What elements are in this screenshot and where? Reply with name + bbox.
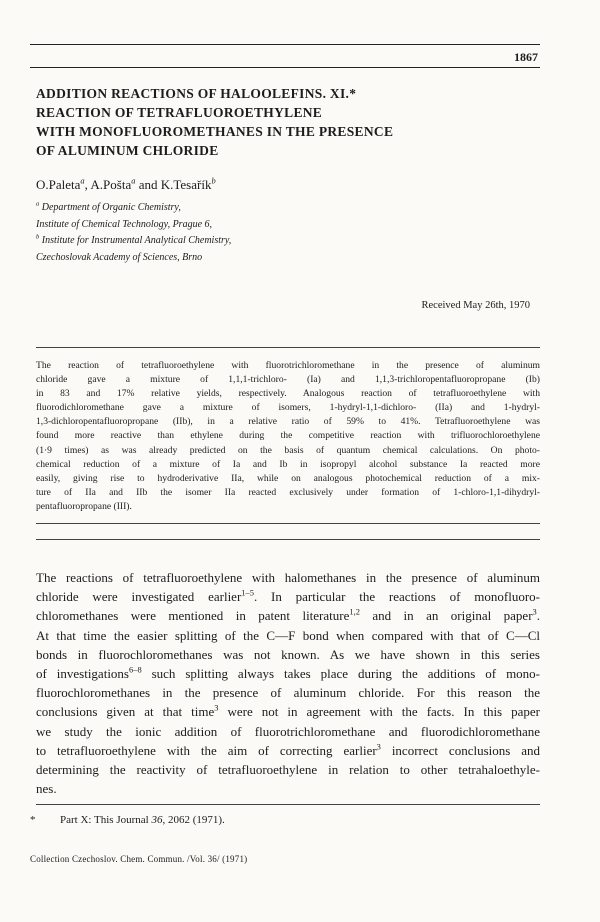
body-text: to tetrafluoroethylene with the aim of correcting earlier	[36, 742, 377, 758]
body-line	[36, 626, 540, 645]
author-2-affil-mark: a	[131, 175, 136, 186]
body-line	[36, 587, 540, 606]
abstract-line: chemical reduction of a mixture of Ia and Ib in isopropyl alcohol substance Ia reacted more	[36, 458, 540, 470]
affiliation-line	[36, 217, 231, 234]
abstract-line: 1,3-dichloropentafluoropropane (IIb), in a relative ratio of 59% to 41%. Tetrafluoroethylene was	[36, 416, 540, 428]
body-text: At that time the easier splitting of the C—F bond when compared with that of C—Cl	[36, 627, 540, 643]
author-1-affil-mark: a	[80, 175, 85, 186]
abstract-bottom-rule	[36, 523, 540, 524]
body-text: .	[536, 608, 540, 624]
page-number: 1867	[514, 50, 538, 64]
body-line	[36, 702, 540, 721]
body-line	[36, 760, 540, 779]
affiliation-mark-b: b	[36, 233, 40, 241]
footnote-text: Part X: This Journal	[60, 814, 152, 826]
abstract-line: pentafluoropropane (III).	[36, 500, 132, 512]
author-1: O.Paleta	[36, 177, 81, 192]
body-text: we study the ionic addition of fluorotrichloromethane and fluorodichloromethane	[36, 723, 540, 739]
abstract-line: fluorodichloromethane gave a mixture of isomers, 1-hydryl-1,1-dichloro- (IIa) and 1-hydryl-	[36, 402, 540, 414]
body-line	[36, 606, 540, 625]
abstract-line: easily, giving rise to hydroderivative IIa, while on analogous photochemical reduction of a mix-	[36, 472, 540, 484]
body-text: were not in agreement with the facts. In this paper	[218, 704, 540, 720]
body-text: fluorochloromethanes in the presence of aluminum chloride. For this reason the	[36, 685, 540, 701]
footnote-mark: *	[30, 814, 36, 826]
body-text: determining the reactivity of tetrafluoroethylene in relation to other tetrahaloethyle-	[36, 762, 540, 778]
citation-ref: 6–8	[129, 664, 142, 675]
body-line	[36, 779, 540, 798]
title-line-3: WITH MONOFLUOROMETHANES IN THE PRESENCE	[36, 124, 394, 139]
abstract-line: ture of IIa and IIb the isomer IIa reacted exclusively under formation of 1-chloro-1,1-dihydryl-	[36, 486, 540, 498]
body-line	[36, 683, 540, 702]
affiliation-text: Department of Organic Chemistry,	[41, 202, 181, 213]
body-text: conclusions given at that time	[36, 704, 215, 720]
received-date: Received May 26th, 1970	[421, 300, 530, 311]
body-text: chloride were investigated earlier	[36, 589, 242, 605]
author-3-affil-mark: b	[211, 175, 216, 186]
body-text: and in an original paper	[359, 608, 533, 624]
abstract-line: (1·9 times) as was already predicted on the basis of quantum chemical calculations. On photo-	[36, 444, 540, 456]
body-text: nes.	[36, 781, 57, 797]
affiliation-text: Institute for Instrumental Analytical Chemistry,	[41, 235, 232, 246]
citation-ref: 1,2	[349, 607, 360, 618]
body-paragraph	[36, 568, 540, 798]
title-line-1: ADDITION REACTIONS OF HALOOLEFINS. XI.*	[36, 86, 357, 101]
body-line	[36, 664, 540, 683]
abstract-line: in 83 and 17% relative yields, respectively. Analogous reaction of tetrafluoroethylene with	[36, 388, 540, 400]
abstract-line: found more reactive than ethylene during the competitive reaction with trifluorochloroethylene	[36, 430, 540, 442]
author-separator: ,	[84, 177, 91, 192]
title-line-4: OF ALUMINUM CHLORIDE	[36, 143, 219, 158]
body-text: bonds in fluorochloromethanes was not known. As we have shown in this series	[36, 646, 540, 662]
body-text: incorrect conclusions and	[380, 742, 540, 758]
body-text: chloromethanes were mentioned in patent literature	[36, 608, 350, 624]
affiliation-line	[36, 250, 231, 267]
footnote-text: , 2062 (1971).	[162, 814, 225, 826]
body-line	[36, 568, 540, 587]
body-text: . In particular the reactions of monofluoro-	[253, 589, 540, 605]
header-bottom-rule	[30, 67, 540, 68]
abstract-line: chloride gave a mixture of 1,1,1-trichloro- (Ia) and 1,1,3-trichloropentafluoropropane (Ib)	[36, 374, 540, 386]
affiliation-mark-a: a	[36, 200, 40, 208]
citation-ref: 3	[376, 741, 381, 752]
article-title	[36, 84, 556, 160]
body-text: The reactions of tetrafluoroethylene with halomethanes in the presence of aluminum	[36, 570, 540, 585]
citation-ref: 3	[214, 703, 219, 714]
abstract-top-rule	[36, 347, 540, 348]
citation-ref: 1–5	[241, 587, 254, 598]
affiliation-text: Institute of Chemical Technology, Prague 6,	[36, 218, 213, 230]
footnote-volume: 36	[151, 814, 163, 826]
journal-citation-line: Collection Czechoslov. Chem. Commun. /Vol. 36/ (1971)	[30, 854, 248, 864]
author-separator: and	[135, 177, 161, 192]
abstract	[36, 359, 540, 514]
affiliation-line	[36, 233, 231, 250]
abstract-bottom-rule-2	[36, 539, 540, 540]
affiliation-text: Czechoslovak Academy of Sciences, Brno	[36, 251, 203, 263]
abstract-line: The reaction of tetrafluoroethylene with fluorotrichloromethane in the presence of aluminum	[36, 360, 540, 371]
body-line	[36, 645, 540, 664]
body-text: of investigations	[36, 666, 129, 682]
title-line-2: REACTION OF TETRAFLUOROETHYLENE	[36, 105, 323, 120]
body-line	[36, 722, 540, 741]
body-line	[36, 741, 540, 760]
author-2: A.Pošta	[90, 177, 132, 192]
footnote	[30, 814, 225, 826]
affiliation-line	[36, 200, 231, 217]
footnote-rule	[36, 804, 540, 805]
header-top-rule	[30, 44, 540, 45]
affiliations	[36, 200, 231, 266]
author-list	[36, 177, 216, 193]
author-3: K.Tesařík	[160, 177, 212, 192]
body-text: such splitting always takes place during the additions of mono-	[141, 666, 540, 682]
citation-ref: 3	[532, 607, 537, 618]
